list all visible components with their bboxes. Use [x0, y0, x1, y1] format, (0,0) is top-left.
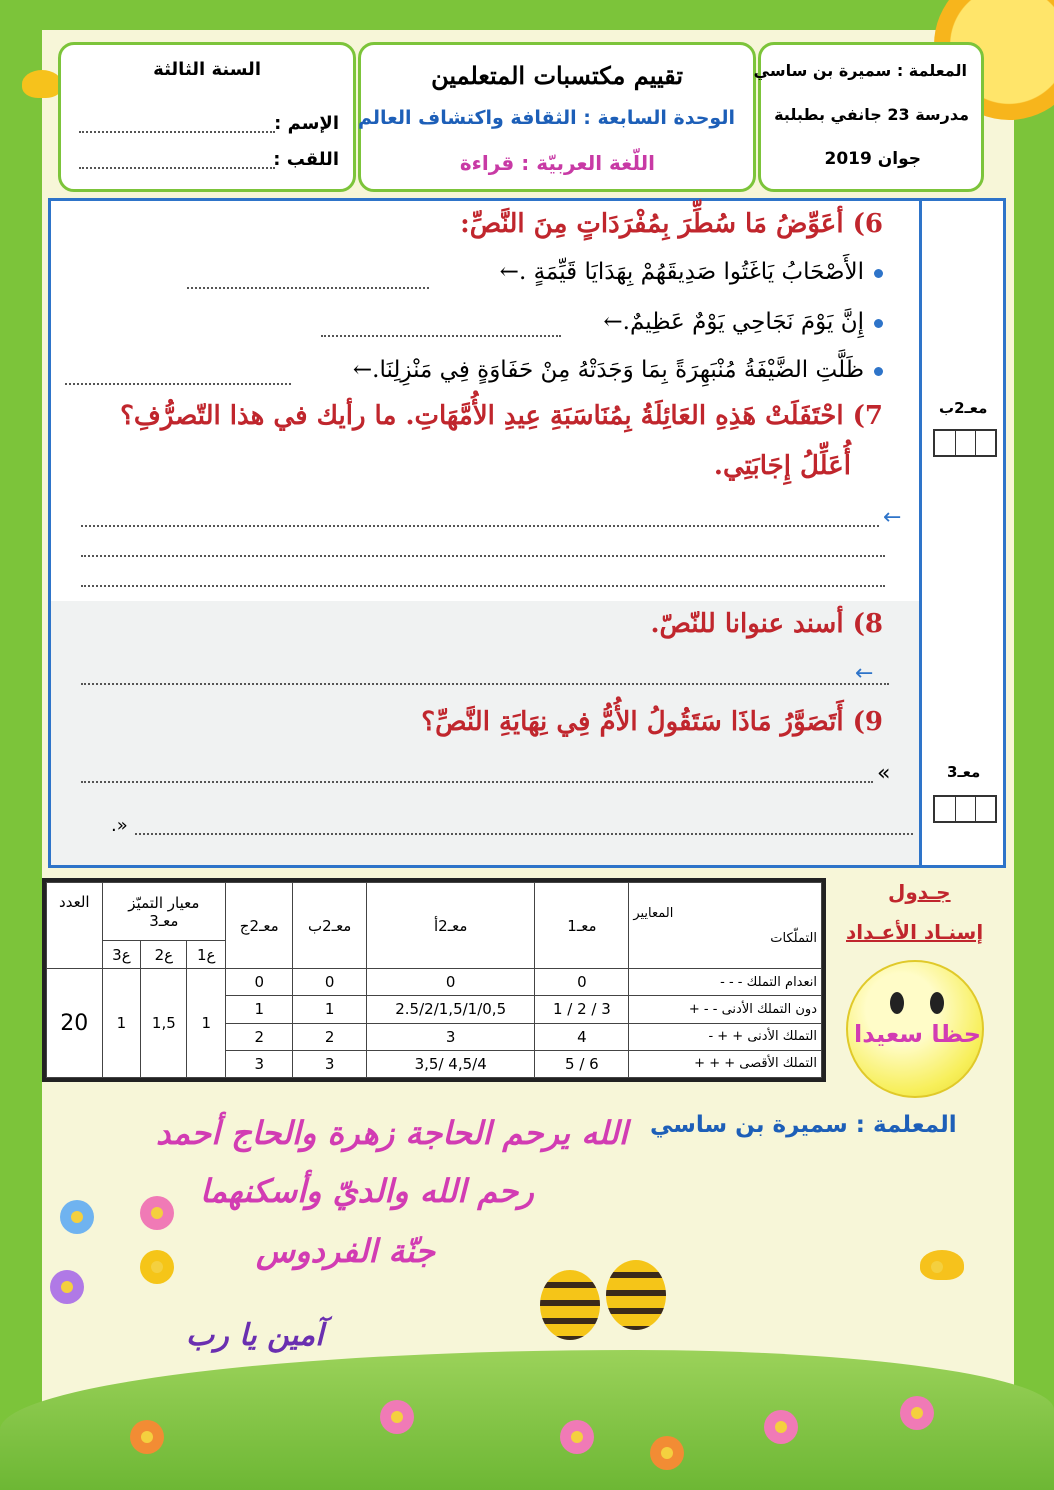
table-cell: 4 — [535, 1023, 629, 1050]
table-cell: 2 — [293, 1023, 367, 1050]
table-title-1: جـدول — [888, 880, 951, 904]
question-6-item-1: الأَصْحَابُ يَاغَتُوا صَدِيقَهُمْ بِهَدَايَا قَيِّمَةٍ .← — [500, 259, 883, 285]
question-7: 7) احْتَفَلَتْ هَذِهِ العَائِلَةُ بِمُنَاسَبَةِ عِيدِ الأُمَّهَاتِ. ما رأيك في هذا التّصرُّفِ؟ — [120, 401, 883, 431]
subject-title: اللّغة العربيّة : قراءة — [459, 151, 655, 175]
smiley-eye — [930, 992, 944, 1014]
arrow-icon: ← — [883, 505, 902, 530]
answer-line-7-3[interactable] — [81, 585, 885, 587]
excellence-header — [102, 883, 225, 941]
surname-label: اللقب : — [273, 149, 339, 170]
column-header: معـ2ب — [293, 883, 367, 969]
row-label: دون التملك الأدنى - - + — [629, 996, 822, 1023]
excellence-value: 1 — [102, 969, 141, 1078]
question-6-item-2: إِنَّ يَوْمَ نَجَاحِي يَوْمٌ عَظِيمٌ.← — [603, 309, 883, 335]
excellence-title: معيار التميّز — [128, 893, 200, 912]
table-cell: 0 — [293, 969, 367, 996]
column-header: معـ1 — [535, 883, 629, 969]
total-score: 20 — [47, 969, 103, 1078]
school-name: مدرسة 23 جانفي بطبلبة — [774, 105, 969, 124]
question-8: 8) أسند عنوانا للنّصّ. — [650, 609, 883, 639]
surname-field[interactable] — [79, 167, 275, 169]
questions-panel — [48, 198, 1006, 868]
grass-hill-decoration — [0, 1350, 1054, 1490]
flower-icon — [764, 1410, 798, 1444]
criteria-header: المعايير — [633, 905, 674, 921]
excellence-subtitle: معـ3 — [149, 911, 179, 930]
excellence-value: 1,5 — [141, 969, 187, 1078]
prayer-line-3: جنّة الفردوس — [256, 1232, 435, 1270]
table-cell: 3 — [366, 1023, 534, 1050]
question-6-item-3: ظَلَّتِ الضَّيْفَةُ مُنْبَهِرَةً بِمَا وَجَدَتْهُ مِنْ حَفَاوَةٍ فِي مَنْزِلِنَا.← — [353, 357, 883, 383]
table-cell: 3 — [226, 1050, 293, 1077]
smiley-eye — [890, 992, 904, 1014]
level-label: السنة الثالثة — [153, 59, 261, 80]
table-cell: 6 / 5 — [535, 1050, 629, 1077]
answer-line-6-1[interactable] — [187, 287, 429, 289]
row-label: انعدام التملك - - - — [629, 969, 822, 996]
assessment-title-box — [358, 42, 756, 192]
page-frame-left — [0, 0, 42, 1490]
bullet-icon — [874, 319, 883, 328]
bird-icon — [920, 1250, 964, 1280]
close-quote: «. — [111, 815, 128, 836]
answer-line-6-3[interactable] — [65, 383, 291, 385]
column-header: معـ2ج — [226, 883, 293, 969]
flower-icon — [50, 1270, 84, 1304]
question-9: 9) أَتَصَوَّرُ مَاذَا سَتَقُولُ الأُمُّ فِي نِهَايَةِ النَّصِّ؟ — [421, 707, 883, 737]
table-cell: 0 — [226, 969, 293, 996]
flower-icon — [60, 1200, 94, 1234]
exam-date: جوان 2019 — [824, 149, 921, 169]
row-label: التملك الأدنى + + - — [629, 1023, 822, 1050]
bee-icon — [606, 1260, 666, 1330]
open-quote: » — [877, 761, 891, 786]
question-7-followup: أُعَلِّلُ إِجَابَتِي. — [713, 451, 851, 481]
flower-icon — [140, 1196, 174, 1230]
name-field[interactable] — [79, 131, 275, 133]
question-6: 6) أعَوِّضُ مَا سُطِّرَ بِمُفْرَدَاتٍ مِنَ النَّصِّ: — [460, 209, 883, 239]
page-frame-top — [0, 0, 1054, 30]
table-title-2: إسنـاد الأعـداد — [846, 920, 984, 944]
flower-icon — [130, 1420, 164, 1454]
table-cell: 2.5/2/1,5/1/0,5 — [366, 996, 534, 1023]
good-luck-text: حظا سعيدا — [854, 1020, 982, 1048]
answer-line-7-2[interactable] — [81, 555, 885, 557]
grading-table — [42, 878, 826, 1082]
flower-icon — [650, 1436, 684, 1470]
answer-line-9-1[interactable] — [81, 781, 873, 783]
prayer-line-4: آمين يا رب — [186, 1318, 324, 1353]
table-cell: 1 — [293, 996, 367, 1023]
bird-icon — [22, 70, 62, 98]
mastery-header: التملّكات — [770, 930, 817, 946]
excellence-col: ع3 — [102, 941, 141, 969]
unit-title: الوحدة السابعة : الثقافة واكتشاف العالم — [358, 107, 735, 129]
bullet-icon — [874, 269, 883, 278]
flower-icon — [900, 1396, 934, 1430]
name-label: الإسم : — [274, 113, 339, 134]
table-cell: 0 — [535, 969, 629, 996]
bullet-icon — [874, 367, 883, 376]
table-cell: 4,5/4 /3,5 — [366, 1050, 534, 1077]
page-title: تقييم مكتسبات المتعلمين — [431, 61, 683, 90]
table-cell: 1 — [226, 996, 293, 1023]
answer-line-7-1[interactable] — [81, 525, 879, 527]
answer-line-8[interactable] — [81, 683, 889, 685]
arrow-icon: ← — [855, 661, 874, 686]
bee-icon — [540, 1270, 600, 1340]
student-info-box — [58, 42, 356, 192]
teacher-name: المعلمة : سميرة بن ساسي — [753, 61, 967, 80]
score-boxes-2b[interactable] — [933, 429, 997, 457]
flower-icon — [380, 1400, 414, 1434]
table-cell: 2 — [226, 1023, 293, 1050]
score-header: العدد — [47, 883, 103, 969]
footer-teacher: المعلمة : سميرة بن ساسي — [650, 1112, 957, 1138]
flower-icon — [560, 1420, 594, 1454]
smiley-icon — [846, 960, 984, 1098]
score-column-divider — [919, 201, 922, 865]
criterion-tag-2b: معـ2ب — [939, 399, 988, 417]
column-header: معـ2أ — [366, 883, 534, 969]
table-cell: 0 — [366, 969, 534, 996]
school-info-box — [753, 42, 984, 192]
excellence-col: ع1 — [187, 941, 226, 969]
table-cell: 3 / 2 / 1 — [535, 996, 629, 1023]
answer-line-9-2[interactable] — [135, 833, 913, 835]
excellence-value: 1 — [187, 969, 226, 1078]
answer-line-6-2[interactable] — [321, 335, 561, 337]
criterion-tag-3: معـ3 — [947, 763, 981, 781]
prayer-line-2: رحم الله والديّ وأسكنهما — [200, 1172, 534, 1210]
header-criteria-cell — [629, 883, 822, 969]
excellence-col: ع2 — [141, 941, 187, 969]
row-label: التملك الأقصى + + + — [629, 1050, 822, 1077]
sunflower-icon — [140, 1250, 174, 1284]
table-cell: 3 — [293, 1050, 367, 1077]
page-frame-right — [1014, 0, 1054, 1490]
score-boxes-3[interactable] — [933, 795, 997, 823]
prayer-line-1: الله يرحم الحاجة زهرة والحاج أحمد — [156, 1114, 628, 1152]
